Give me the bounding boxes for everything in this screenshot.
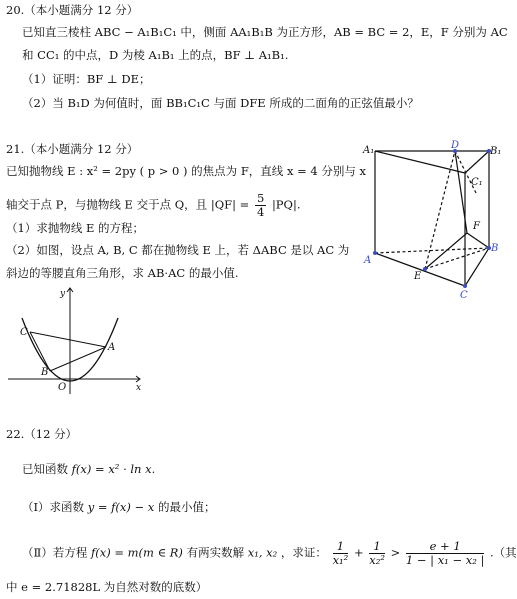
q22-heading: 22.（12 分） — [6, 427, 78, 441]
q22-part2-e: ，求证： — [280, 545, 327, 560]
q21-part1: （1）求抛物线 E 的方程； — [6, 221, 145, 235]
label-D: D — [451, 140, 460, 151]
fraction-2-numerator: 1 — [369, 540, 385, 554]
label-origin: O — [58, 382, 67, 393]
q21-part2: （2）如图，设点 A, B, C 都在抛物线 E 上，若 ΔABC 是以 AC 为 — [6, 243, 350, 257]
label-A1: A₁ — [363, 145, 375, 156]
q20-part2: （2）当 B₁D 为何值时，面 BB₁C₁C 与面 DFE 所成的二面角的正弦值最小？ — [22, 96, 419, 110]
point-A — [373, 251, 377, 255]
fraction-rhs-numerator: e + 1 — [406, 540, 484, 554]
parabola-figure — [8, 286, 148, 396]
q22-part2-eq: f(x) = m(m ∈ R) — [90, 545, 183, 560]
q20-heading: 20.（本小题满分 12 分） — [6, 3, 139, 17]
fraction-2-denominator: x₂² — [369, 553, 385, 567]
label-C: C — [20, 327, 28, 338]
point-E — [423, 267, 427, 271]
q21-line2-start: 轴交于点 P，与抛物线 E 交于点 Q，且 |QF| = — [6, 197, 250, 212]
q22-function: f(x) = x² · ln x. — [71, 462, 156, 476]
greater-sign: > — [390, 545, 401, 560]
prism-figure — [361, 140, 501, 300]
label-B1: B₁ — [490, 146, 502, 157]
fraction-1-over-x1sq — [333, 540, 349, 567]
label-B: B — [41, 367, 49, 378]
q22-part2-a: （Ⅱ）若方程 — [22, 545, 88, 560]
q21-line1: 已知抛物线 E : x² = 2py ( p > 0 ) 的焦点为 F，直线 x = 4 分别与 x — [6, 164, 367, 178]
fraction-rhs — [406, 540, 484, 567]
point-C — [463, 284, 467, 288]
q20-line1: 已知直三棱柱 ABC − A₁B₁C₁ 中，侧面 AA₁B₁B 为正方形，AB = BC = 2，E，F 分别为 AC — [22, 25, 508, 39]
q22-part2-tail: .（其 — [490, 545, 517, 560]
label-B: B — [491, 243, 499, 254]
q22-part1-c: 的最小值； — [157, 500, 216, 514]
q22-part1-expr: y = f(x) − x — [87, 500, 155, 514]
q21-fraction-denominator: 4 — [256, 205, 265, 219]
label-C1: C₁ — [471, 177, 483, 188]
label-A: A — [364, 255, 372, 266]
q22-line1 — [22, 462, 155, 477]
label-y-axis: y — [60, 289, 66, 299]
label-A: A — [108, 342, 116, 353]
q22-part2-c: 有两实数解 — [186, 545, 245, 560]
fraction-rhs-denominator: 1 − | x₁ − x₂ | — [405, 553, 485, 567]
q21-fraction-numerator: 5 — [256, 191, 265, 205]
label-F: F — [473, 221, 480, 232]
q21-part3: 斜边的等腰直角三角形，求 AB·AC 的最小值. — [6, 266, 239, 280]
plus-sign: + — [353, 545, 364, 560]
label-C: C — [460, 290, 468, 301]
label-x-axis: x — [136, 383, 142, 393]
q22-part1 — [22, 500, 215, 515]
q21-heading: 21.（本小题满分 12 分） — [6, 142, 139, 156]
fraction-1-numerator: 1 — [333, 540, 349, 554]
fraction-1-over-x2sq — [369, 540, 385, 567]
q22-part1-a: （Ⅰ）求函数 — [22, 500, 85, 514]
q21-line2 — [6, 192, 301, 219]
fraction-1-denominator: x₁² — [332, 553, 349, 567]
q22-part2-roots: x₁, x₂ — [247, 545, 278, 560]
q22-line3: 中 e = 2.71828L 为自然对数的底数） — [6, 580, 208, 594]
label-E: E — [414, 271, 422, 282]
q22-part2 — [22, 540, 517, 567]
q21-fraction — [255, 192, 266, 219]
q21-line2-end: |PQ|. — [271, 197, 301, 212]
q22-line1-text: 已知函数 — [22, 462, 68, 476]
q20-part1: （1）证明：BF ⊥ DE； — [22, 72, 151, 86]
q20-line2: 和 CC₁ 的中点，D 为棱 A₁B₁ 上的点，BF ⊥ A₁B₁. — [22, 48, 289, 62]
